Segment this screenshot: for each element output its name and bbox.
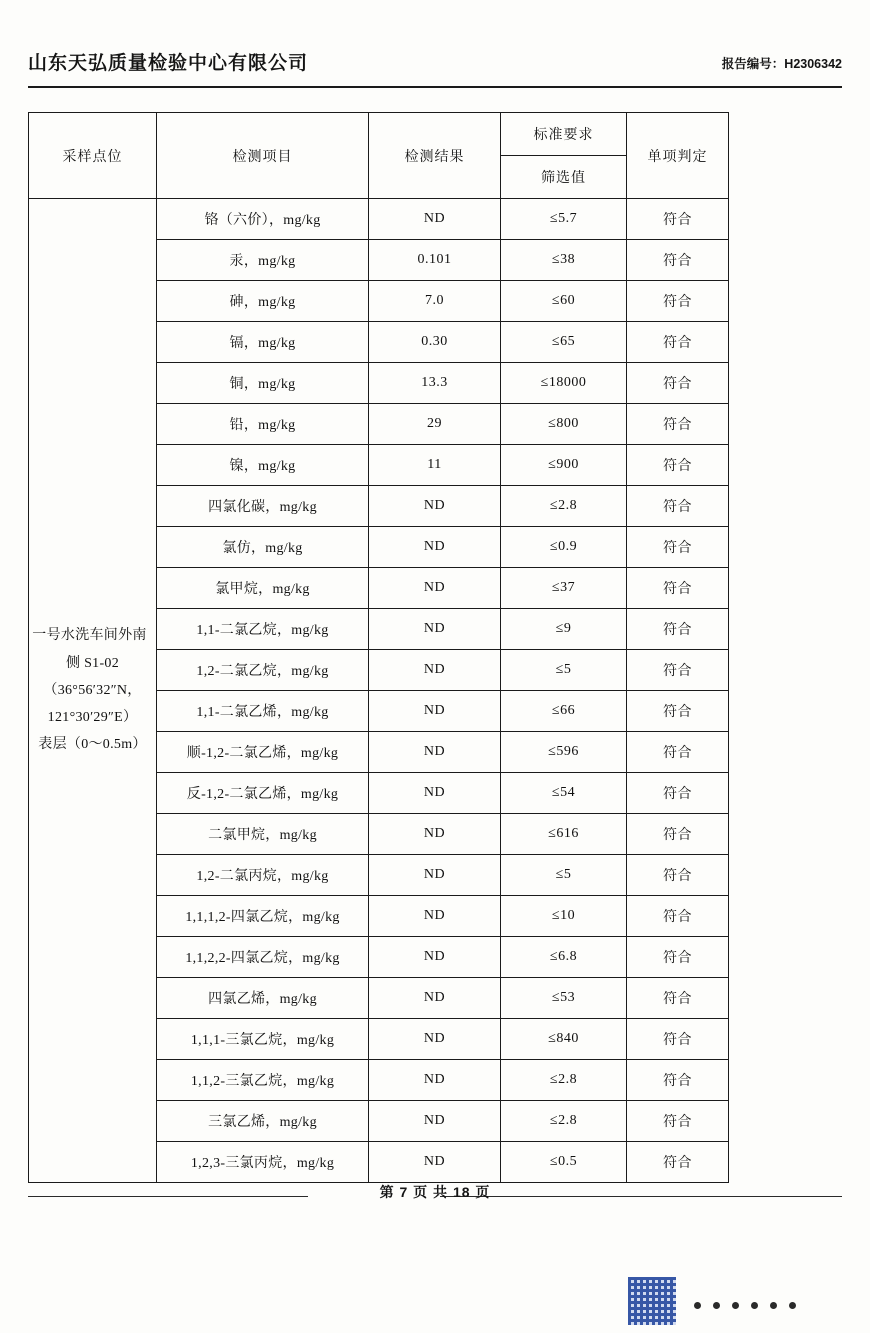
- cell-limit: ≤0.5: [501, 1142, 627, 1183]
- cell-item: 四氯化碳，mg/kg: [157, 486, 369, 527]
- cell-result: ND: [369, 568, 501, 609]
- cell-item: 镉，mg/kg: [157, 322, 369, 363]
- cell-judge: 符合: [627, 199, 729, 240]
- cell-limit: ≤9: [501, 609, 627, 650]
- cell-result: ND: [369, 1101, 501, 1142]
- dot-icon: [751, 1302, 758, 1309]
- cell-judge: 符合: [627, 732, 729, 773]
- cell-limit: ≤38: [501, 240, 627, 281]
- cell-judge: 符合: [627, 1101, 729, 1142]
- cell-result: 0.30: [369, 322, 501, 363]
- cell-limit: ≤54: [501, 773, 627, 814]
- cell-limit: ≤0.9: [501, 527, 627, 568]
- site-line-3: （36°56′32″N，: [43, 682, 142, 698]
- cell-item: 镍，mg/kg: [157, 445, 369, 486]
- cell-limit: ≤5: [501, 650, 627, 691]
- cell-result: ND: [369, 691, 501, 732]
- cell-item: 铅，mg/kg: [157, 404, 369, 445]
- cell-result: ND: [369, 1019, 501, 1060]
- cell-item: 铬（六价），mg/kg: [157, 199, 369, 240]
- cell-item: 1,1,1-三氯乙烷，mg/kg: [157, 1019, 369, 1060]
- cell-limit: ≤596: [501, 732, 627, 773]
- cell-judge: 符合: [627, 527, 729, 568]
- cell-judge: 符合: [627, 1060, 729, 1101]
- cell-limit: ≤60: [501, 281, 627, 322]
- sampling-site-cell: [29, 199, 157, 1183]
- cell-judge: 符合: [627, 773, 729, 814]
- cell-limit: ≤6.8: [501, 937, 627, 978]
- cell-result: ND: [369, 814, 501, 855]
- cell-item: 砷，mg/kg: [157, 281, 369, 322]
- cell-result: 0.101: [369, 240, 501, 281]
- cell-result: 29: [369, 404, 501, 445]
- cell-judge: 符合: [627, 691, 729, 732]
- cell-result: ND: [369, 650, 501, 691]
- cell-judge: 符合: [627, 445, 729, 486]
- cell-item: 1,2,3-三氯丙烷，mg/kg: [157, 1142, 369, 1183]
- company-name: 山东天弘质量检验中心有限公司: [28, 53, 309, 74]
- cell-limit: ≤840: [501, 1019, 627, 1060]
- cell-item: 1,1,2-三氯乙烷，mg/kg: [157, 1060, 369, 1101]
- cell-item: 二氯甲烷，mg/kg: [157, 814, 369, 855]
- cell-item: 铜，mg/kg: [157, 363, 369, 404]
- page-number: 第 7 页 共 18 页: [379, 1184, 491, 1200]
- cell-item: 三氯乙烯，mg/kg: [157, 1101, 369, 1142]
- cell-limit: ≤2.8: [501, 1060, 627, 1101]
- site-line-1: 一号水洗车间外南: [32, 628, 147, 644]
- header-divider: [28, 86, 842, 88]
- cell-judge: 符合: [627, 609, 729, 650]
- cell-limit: ≤53: [501, 978, 627, 1019]
- page-header: [28, 48, 842, 84]
- results-table: [28, 112, 729, 1183]
- cell-limit: ≤2.8: [501, 1101, 627, 1142]
- cell-limit: ≤18000: [501, 363, 627, 404]
- cell-result: ND: [369, 773, 501, 814]
- cell-result: 7.0: [369, 281, 501, 322]
- cell-judge: 符合: [627, 1142, 729, 1183]
- cell-result: 13.3: [369, 363, 501, 404]
- cell-item: 1,1,2,2-四氯乙烷，mg/kg: [157, 937, 369, 978]
- column-header-result: 检测结果: [369, 113, 501, 199]
- cell-result: ND: [369, 855, 501, 896]
- cell-item: 顺-1,2-二氯乙烯，mg/kg: [157, 732, 369, 773]
- cell-item: 1,1-二氯乙烷，mg/kg: [157, 609, 369, 650]
- dot-icon: [732, 1302, 739, 1309]
- dot-icon: [694, 1302, 701, 1309]
- cell-item: 四氯乙烯，mg/kg: [157, 978, 369, 1019]
- cell-result: 11: [369, 445, 501, 486]
- cell-result: ND: [369, 937, 501, 978]
- cell-judge: 符合: [627, 363, 729, 404]
- cell-result: ND: [369, 486, 501, 527]
- table-body: [29, 199, 729, 1183]
- qr-code-icon: [628, 1277, 676, 1325]
- cell-result: ND: [369, 527, 501, 568]
- site-line-4: 121°30′29″E）: [47, 710, 138, 726]
- cell-judge: 符合: [627, 486, 729, 527]
- cell-judge: 符合: [627, 404, 729, 445]
- column-header-standard: 标准要求: [501, 113, 627, 156]
- cell-item: 氯仿，mg/kg: [157, 527, 369, 568]
- report-number-value: H2306342: [784, 57, 842, 71]
- cell-judge: 符合: [627, 814, 729, 855]
- cell-result: ND: [369, 896, 501, 937]
- cell-judge: 符合: [627, 650, 729, 691]
- cell-result: ND: [369, 978, 501, 1019]
- cell-result: ND: [369, 1142, 501, 1183]
- cell-judge: 符合: [627, 978, 729, 1019]
- cell-result: ND: [369, 199, 501, 240]
- report-number: [722, 54, 842, 72]
- cell-result: ND: [369, 1060, 501, 1101]
- cell-judge: 符合: [627, 1019, 729, 1060]
- cell-item: 1,1,1,2-四氯乙烷，mg/kg: [157, 896, 369, 937]
- cell-judge: 符合: [627, 322, 729, 363]
- cell-item: 1,1-二氯乙烯，mg/kg: [157, 691, 369, 732]
- cell-judge: 符合: [627, 281, 729, 322]
- results-table-container: [28, 112, 728, 1183]
- footer-dots: [694, 1296, 834, 1306]
- cell-limit: ≤616: [501, 814, 627, 855]
- dot-icon: [789, 1302, 796, 1309]
- cell-item: 1,2-二氯丙烷，mg/kg: [157, 855, 369, 896]
- cell-limit: ≤5.7: [501, 199, 627, 240]
- cell-limit: ≤800: [501, 404, 627, 445]
- cell-judge: 符合: [627, 855, 729, 896]
- cell-result: ND: [369, 609, 501, 650]
- column-header-judge: 单项判定: [627, 113, 729, 199]
- table-row: [29, 199, 729, 240]
- cell-limit: ≤66: [501, 691, 627, 732]
- cell-judge: 符合: [627, 896, 729, 937]
- cell-judge: 符合: [627, 240, 729, 281]
- site-line-5: 表层（0～0.5m）: [38, 737, 147, 753]
- report-number-label: 报告编号：: [721, 57, 785, 71]
- cell-limit: ≤5: [501, 855, 627, 896]
- cell-result: ND: [369, 732, 501, 773]
- dot-icon: [713, 1302, 720, 1309]
- cell-limit: ≤2.8: [501, 486, 627, 527]
- dot-icon: [770, 1302, 777, 1309]
- cell-judge: 符合: [627, 568, 729, 609]
- column-header-site: 采样点位: [29, 113, 157, 199]
- cell-limit: ≤10: [501, 896, 627, 937]
- cell-limit: ≤65: [501, 322, 627, 363]
- cell-limit: ≤37: [501, 568, 627, 609]
- cell-item: 1,2-二氯乙烷，mg/kg: [157, 650, 369, 691]
- column-header-item: 检测项目: [157, 113, 369, 199]
- table-header-row: [29, 113, 729, 156]
- cell-limit: ≤900: [501, 445, 627, 486]
- cell-item: 氯甲烷，mg/kg: [157, 568, 369, 609]
- table-header: [29, 113, 729, 199]
- cell-item: 反-1,2-二氯乙烯，mg/kg: [157, 773, 369, 814]
- cell-judge: 符合: [627, 937, 729, 978]
- cell-item: 汞，mg/kg: [157, 240, 369, 281]
- column-header-standard-screening: 筛选值: [501, 156, 627, 199]
- site-line-2: 侧 S1-02: [65, 655, 120, 671]
